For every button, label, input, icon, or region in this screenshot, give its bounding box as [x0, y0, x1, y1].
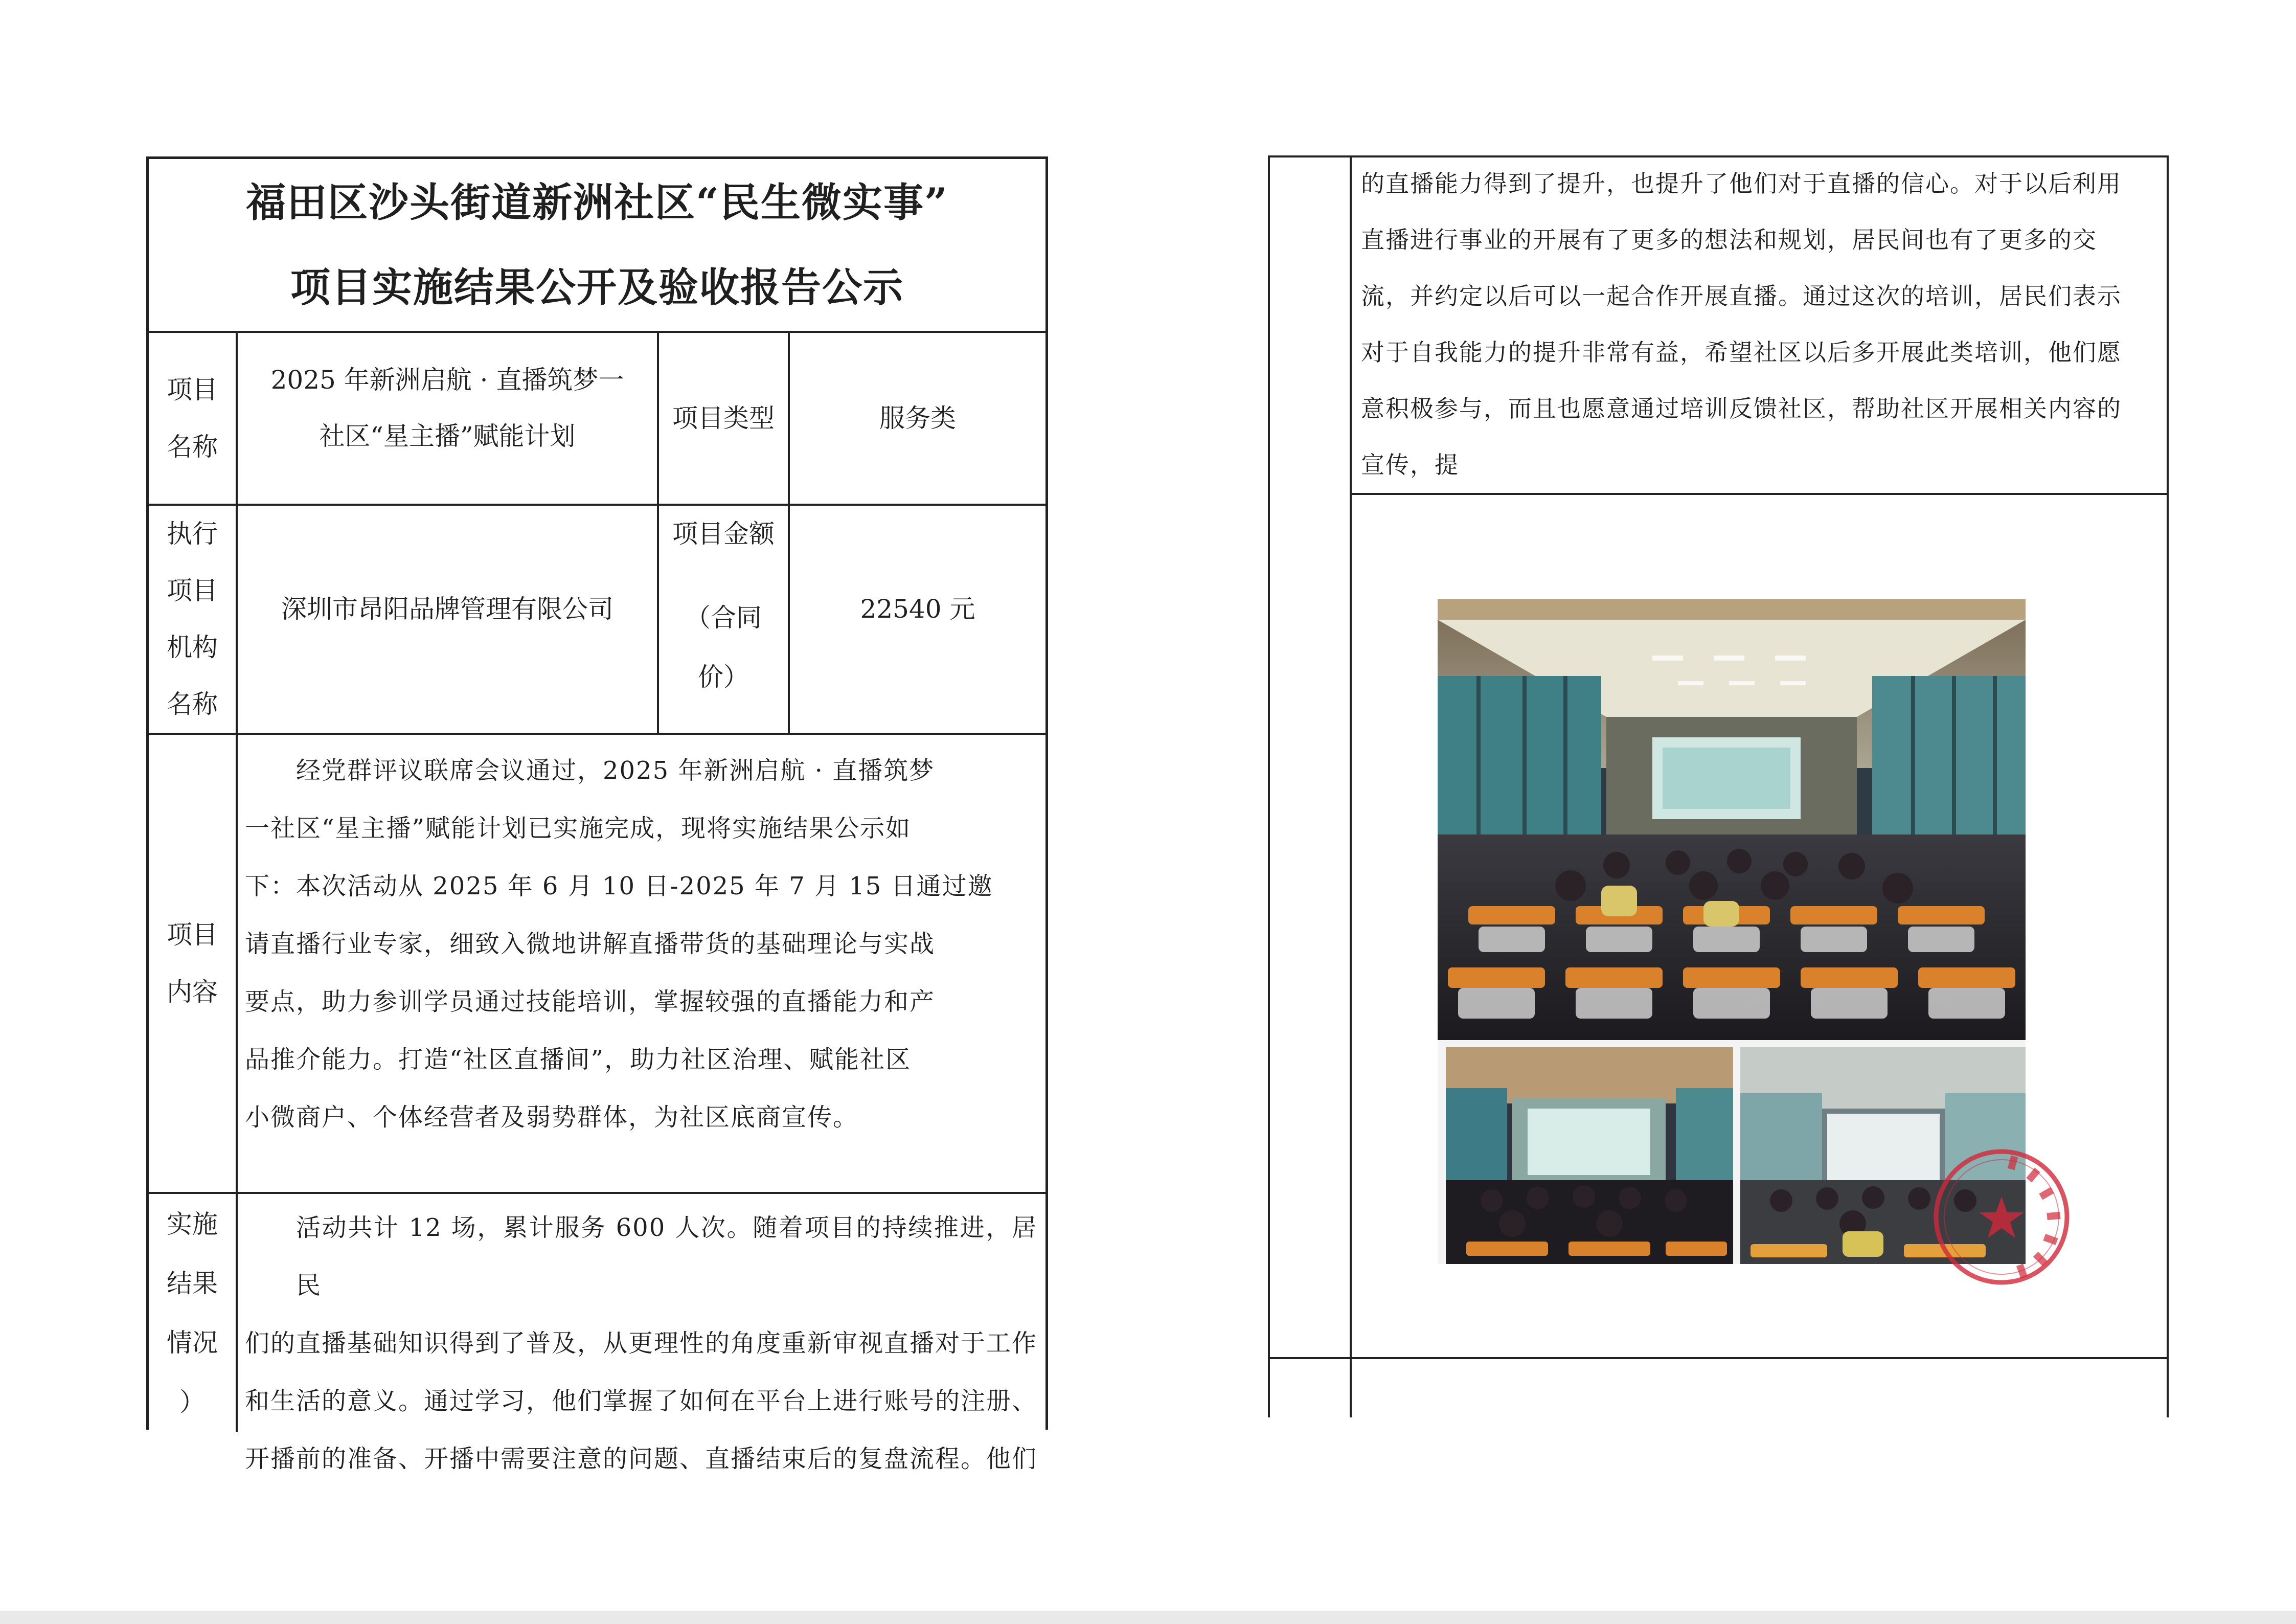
- right-row-divider: [1268, 1357, 2169, 1359]
- content-label: 项目 内容: [167, 920, 218, 1007]
- project-type-value: 服务类: [879, 403, 956, 433]
- result-text: 活动共计 12 场，累计服务 600 人次。随着项目的持续推进，居民 们的直播基础知识得到了普及，从更理性的角度重新审视直播对于工作 和生活的意义。通过学习，他们掌握了如何在平台上进行账号的注册、 开播前的准备、开播中需要注意的问题、直播结束后的复盘流程。他们: [245, 1213, 1038, 1473]
- amount-value: 22540 元: [860, 594, 975, 624]
- amount-label: 项目金额 （合同 价）: [672, 519, 775, 692]
- right-column-divider: [1350, 155, 1352, 1417]
- right-row-divider: [1350, 493, 2169, 495]
- right-table-right-border: [2167, 155, 2169, 1417]
- document-title-line-1: 福田区沙头街道新洲社区“民生微实事”: [246, 179, 948, 226]
- scan-bottom-edge: [0, 1611, 2296, 1624]
- right-table-left-border: [1268, 155, 1270, 1417]
- row-divider: [149, 733, 1045, 735]
- content-text: 经党群评议联席会议通过，2025 年新洲启航 · 直播筑梦 一社区“星主播”赋能计划已实施完成，现将实施结果公示如 下：本次活动从 2025 年 6 月 10 日-2025 年 7 月 15 日通过邀 请直播行业专家，细致入微地讲解直播带货的基础理论与实战 要点，助力参训学员通过技能培训，掌握较强的直播能力和产 品推介能力。打造“社区直播间”，助力社区治理、赋能社区 小微商户、个体经营者及弱势群体，为社区底商宣传。: [245, 756, 993, 1132]
- official-seal-stamp: [1927, 1143, 2076, 1291]
- row-divider: [149, 1192, 1045, 1194]
- document-title-line-2: 项目实施结果公开及验收报告公示: [290, 264, 904, 311]
- training-room-photo-left: [1446, 1047, 1733, 1264]
- result-label: 实施 结果 情况 ）: [167, 1209, 218, 1417]
- project-name-value: 2025 年新洲启航 · 直播筑梦一 社区“星主播”赋能计划: [270, 365, 624, 451]
- project-name-label: 项目 名称: [167, 375, 218, 462]
- project-type-label: 项目类型: [672, 403, 775, 433]
- org-label: 执行 项目 机构 名称: [167, 519, 218, 719]
- training-room-photo-main: [1438, 599, 2026, 1040]
- result-continued-text: 的直播能力得到了提升，也提升了他们对于直播的信心。对于以后利用 直播进行事业的开展有了更多的想法和规划，居民间也有了更多的交 流，并约定以后可以一起合作开展直播。通过这次的培训，居民们表示 对于自我能力的提升非常有益，希望社区以后多开展此类培训，他们愿 意积极参与，而且也愿意通过培训反馈社区，帮助社区开展相关内容的 宣传，提: [1361, 170, 2122, 479]
- left-table: [146, 156, 1048, 1473]
- org-value: 深圳市昂阳品牌管理有限公司: [281, 594, 613, 624]
